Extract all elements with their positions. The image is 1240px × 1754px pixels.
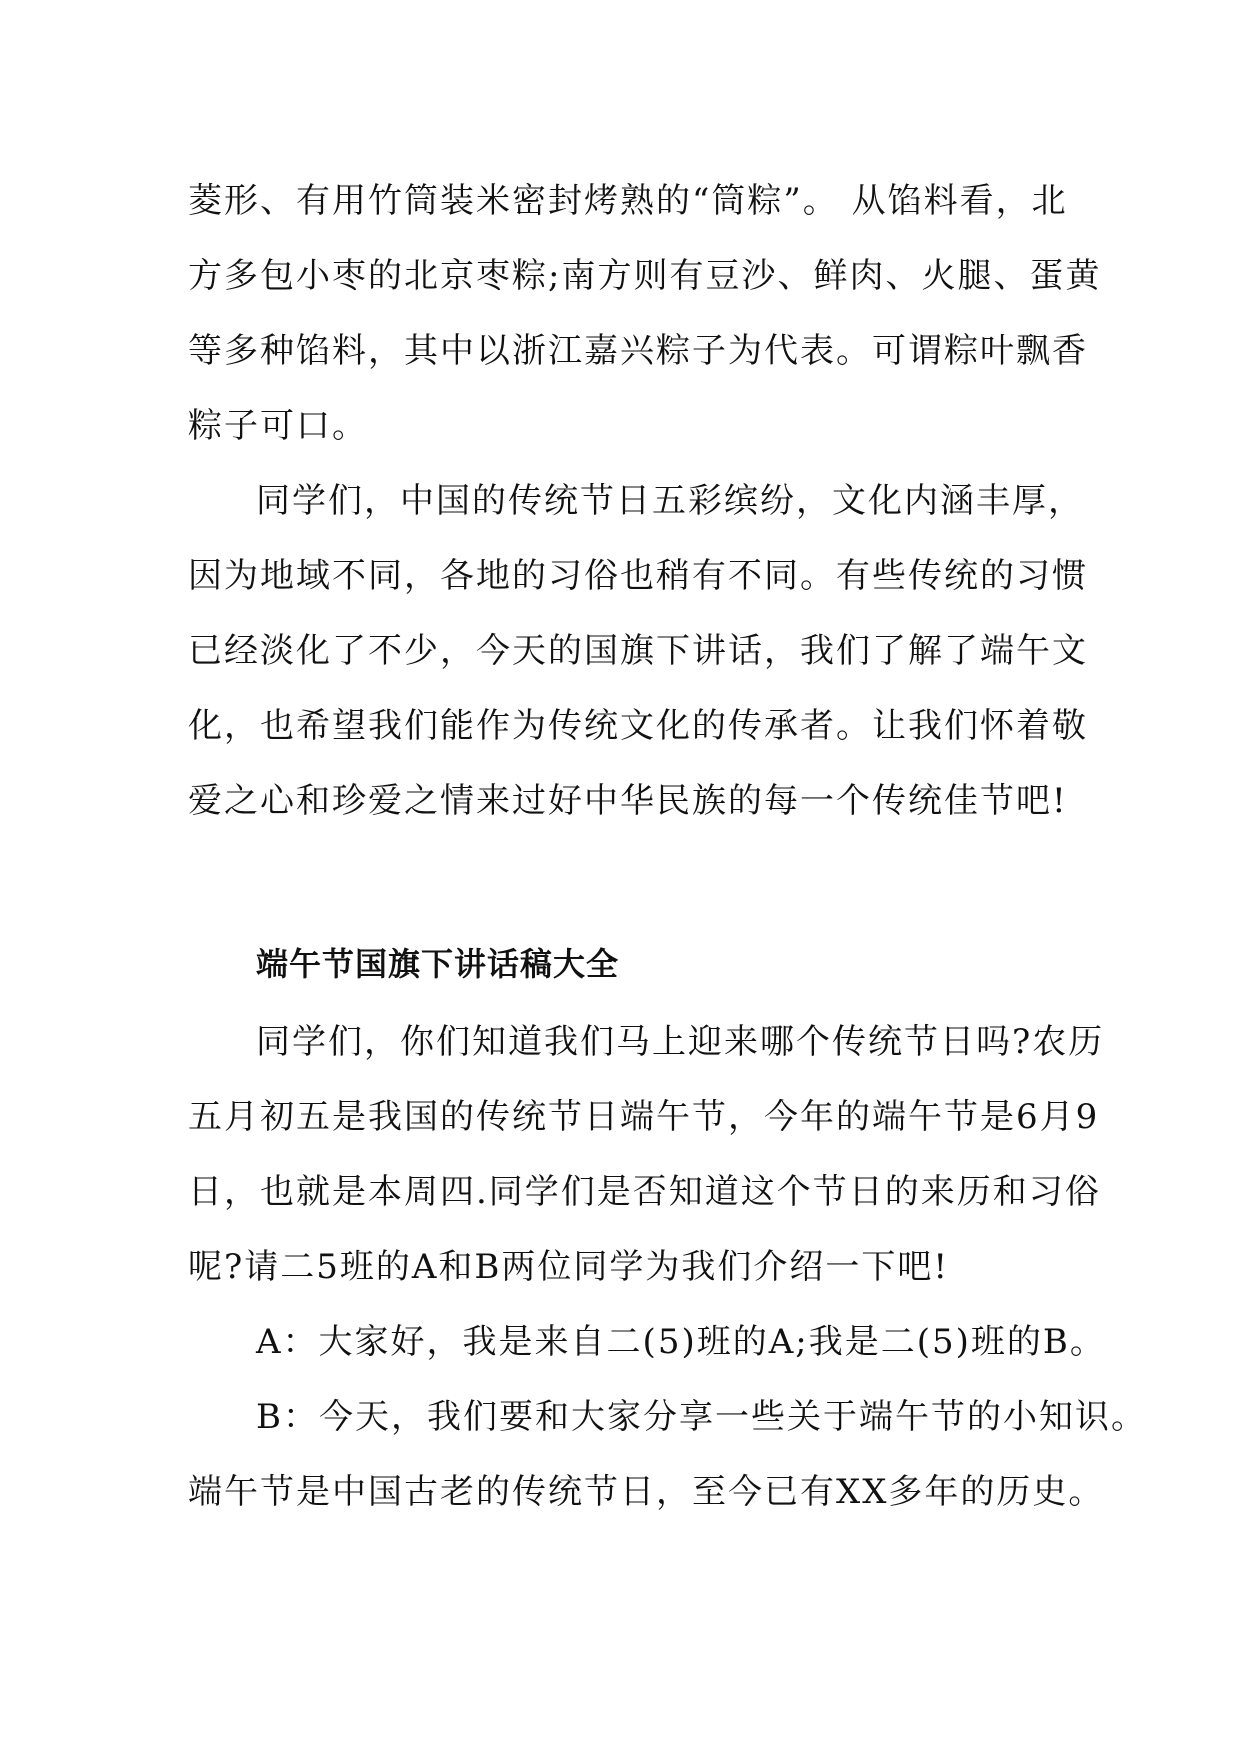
paragraph <box>188 168 1102 468</box>
paragraph <box>188 468 1088 843</box>
text-line: 已经淡化了不少，今天的国旗下讲话，我们了解了端午文 <box>188 631 1088 671</box>
section-spacer <box>188 843 1068 931</box>
paragraph <box>188 1309 1106 1384</box>
text-line: 端午节是中国古老的传统节日，至今已有XX多年的历史。 <box>188 1472 1105 1512</box>
text-line: 爱之心和珍爱之情来过好中华民族的每一个传统佳节吧! <box>188 781 1068 821</box>
section-heading: 端午节国旗下讲话稿大全 <box>256 945 620 983</box>
text-line: 五月初五是我国的传统节日端午节，今年的端午节是6月9 <box>188 1097 1100 1137</box>
text-line: 日，也就是本周四.同学们是否知道这个节日的来历和习俗 <box>188 1172 1101 1212</box>
text-line: 同学们，中国的传统节日五彩缤纷，文化内涵丰厚， <box>256 481 1084 521</box>
text-line: 方多包小枣的北京枣粽;南方则有豆沙、鲜肉、火腿、蛋黄 <box>188 256 1102 296</box>
text-line: 等多种馅料，其中以浙江嘉兴粽子为代表。可谓粽叶飘香 <box>188 331 1088 371</box>
paragraph <box>188 1009 1105 1309</box>
text-line: B：今天，我们要和大家分享一些关于端午节的小知识。 <box>256 1397 1147 1437</box>
document-body <box>188 168 1147 1534</box>
text-line: A：大家好，我是来自二(5)班的A;我是二(5)班的B。 <box>256 1322 1106 1362</box>
paragraph <box>188 1384 1147 1534</box>
text-line: 呢?请二5班的A和B两位同学为我们介绍一下吧! <box>188 1247 950 1287</box>
text-line: 菱形、有用竹筒装米密封烤熟的“筒粽”。 从馅料看，北 <box>188 181 1068 221</box>
text-line: 化，也希望我们能作为传统文化的传承者。让我们怀着敬 <box>188 706 1088 746</box>
text-line: 粽子可口。 <box>188 406 368 446</box>
text-line: 因为地域不同，各地的习俗也稍有不同。有些传统的习惯 <box>188 556 1088 596</box>
text-line: 同学们，你们知道我们马上迎来哪个传统节日吗?农历 <box>256 1022 1105 1062</box>
